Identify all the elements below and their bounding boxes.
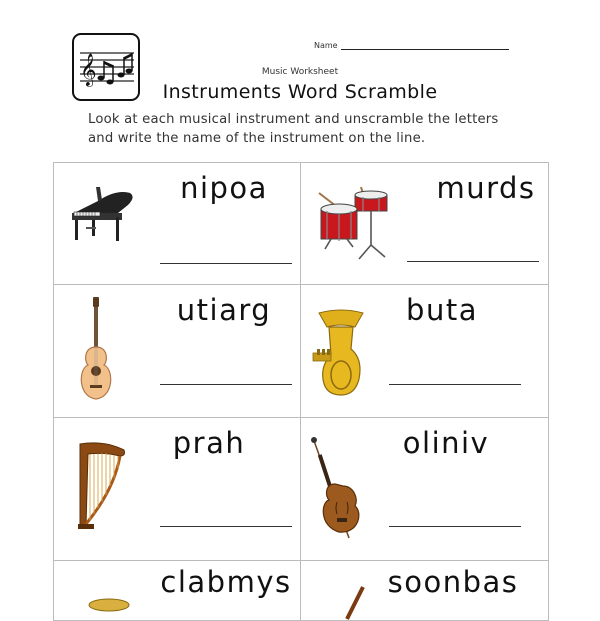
item-drums bbox=[301, 163, 548, 285]
item-bassoon bbox=[301, 561, 548, 621]
worksheet-subtitle: Music Worksheet bbox=[261, 67, 339, 77]
guitar-icon bbox=[74, 295, 118, 405]
name-line[interactable] bbox=[341, 40, 509, 50]
item-guitar bbox=[54, 285, 301, 418]
scramble-word: prah bbox=[172, 426, 246, 460]
page-title: Instruments Word Scramble bbox=[162, 81, 438, 103]
scramble-word: buta bbox=[406, 293, 478, 327]
answer-line[interactable] bbox=[160, 263, 292, 264]
item-cymbals bbox=[54, 561, 301, 621]
item-violin bbox=[301, 418, 548, 561]
answer-line[interactable] bbox=[407, 261, 539, 262]
scramble-word: nipoa bbox=[180, 171, 268, 205]
bassoon-icon bbox=[341, 585, 371, 621]
scramble-word: oliniv bbox=[402, 426, 490, 460]
scramble-word: utiarg bbox=[176, 293, 272, 327]
answer-line[interactable] bbox=[389, 384, 521, 385]
item-tuba bbox=[301, 285, 548, 418]
harp-icon bbox=[74, 440, 130, 532]
violin-icon bbox=[309, 436, 371, 540]
scramble-grid bbox=[53, 162, 549, 621]
name-field bbox=[314, 40, 509, 50]
svg-text:𝄞: 𝄞 bbox=[80, 53, 97, 86]
piano-icon bbox=[68, 183, 140, 255]
instructions: Look at each musical instrument and unscramble the letters and write the name of the instrument on the line. bbox=[88, 112, 499, 146]
answer-line[interactable] bbox=[389, 526, 521, 527]
tuba-icon bbox=[311, 309, 371, 399]
scramble-word: soonbas bbox=[387, 565, 519, 599]
drums-icon bbox=[315, 185, 395, 265]
cymbals-icon bbox=[84, 595, 134, 621]
answer-line[interactable] bbox=[160, 526, 292, 527]
scramble-word: clabmys bbox=[160, 565, 292, 599]
name-label: Name bbox=[314, 41, 338, 50]
answer-line[interactable] bbox=[160, 384, 292, 385]
item-piano bbox=[54, 163, 301, 285]
scramble-word: murds bbox=[436, 171, 536, 205]
item-harp bbox=[54, 418, 301, 561]
